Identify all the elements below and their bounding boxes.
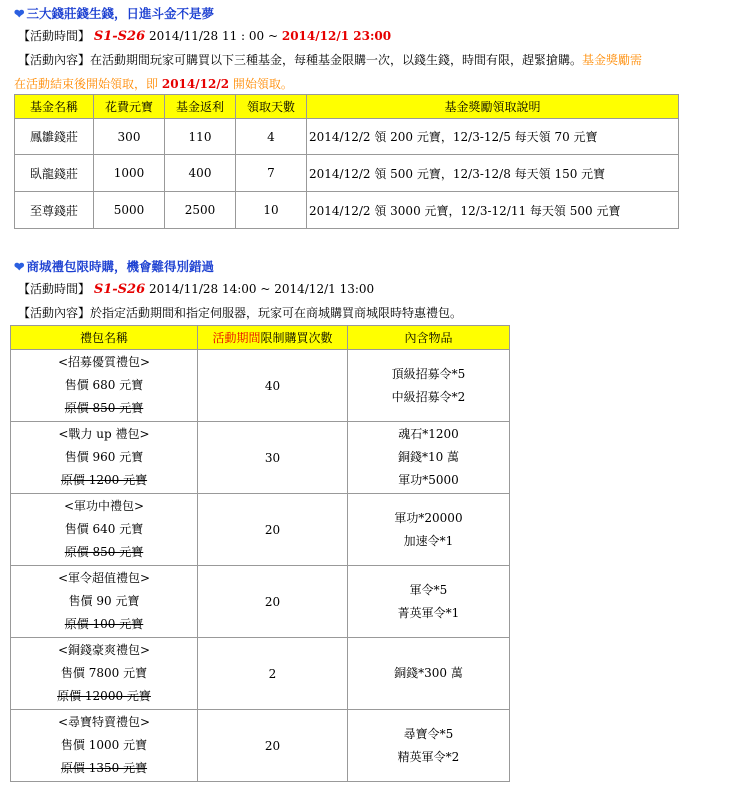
gift-item: 菁英軍令*1: [397, 605, 460, 620]
content-orange-2: 在活動結束後開始領取，即: [14, 77, 159, 91]
header-days: 領取天數: [236, 95, 307, 119]
time-label: 【活動時間】: [18, 29, 91, 43]
header-rebate: 基金返利: [165, 95, 236, 119]
header-limit-rest: 限制購買次數: [260, 331, 333, 345]
gift-item: 軍功*20000: [394, 510, 463, 525]
gift-items-cell: [348, 422, 510, 494]
fund-rebate: 2500: [165, 192, 236, 229]
table-row: [11, 710, 510, 782]
table-row: [15, 119, 679, 155]
table-row: [11, 638, 510, 710]
gift-limit: 20: [198, 566, 348, 638]
gift-item: 軍功*5000: [398, 473, 459, 487]
table-row: [15, 155, 679, 192]
gift-item: 軍令*5: [409, 582, 448, 597]
fund-desc: 2014/12/2 領 3000 元寶，12/3-12/11 每天領 500 元寶: [307, 192, 679, 229]
fund-rebate: 110: [165, 119, 236, 155]
section1-content-line2: [14, 75, 293, 92]
header-fund-name: 基金名稱: [15, 95, 94, 119]
gift-limit: 20: [198, 494, 348, 566]
heart-icon: ❤: [14, 259, 25, 274]
fund-table: [14, 94, 679, 229]
gift-name: <戰力 up 禮包>: [58, 427, 150, 441]
gift-item: 精英軍令*2: [397, 749, 460, 764]
fund-name: 至尊錢莊: [15, 192, 94, 229]
gift-items-cell: [348, 350, 510, 422]
heart-icon: ❤: [14, 6, 25, 21]
fund-cost: 300: [94, 119, 165, 155]
gift-name: <尋寶特賣禮包>: [57, 715, 151, 729]
time-label: 【活動時間】: [18, 282, 91, 296]
content-label: 【活動內容】: [18, 53, 91, 67]
fund-days: 10: [236, 192, 307, 229]
gift-table: [10, 325, 510, 782]
gift-price: 售價 960 元寶: [64, 450, 144, 464]
gift-orig-price: 原價 1200 元寶: [60, 473, 148, 487]
gift-item: 加速令*1: [403, 533, 454, 548]
gift-name-cell: [11, 494, 198, 566]
content-text: 在活動期間玩家可購買以下三種基金，每種基金限購一次，以錢生錢，時間有限，趕緊搶購。: [90, 53, 583, 67]
section1-heading-text: 三大錢莊錢生錢，日進斗金不是夢: [26, 6, 214, 21]
servers: S1-S26: [93, 282, 146, 297]
section2-heading: [14, 257, 214, 275]
gift-limit: 20: [198, 710, 348, 782]
servers: S1-S26: [93, 29, 146, 44]
gift-price: 售價 640 元寶: [64, 522, 144, 536]
content-orange-1: 基金獎勵需: [582, 53, 643, 67]
gift-orig-price: 原價 850 元寶: [64, 401, 144, 415]
time-start: 2014/11/28 11 : 00 ~: [148, 29, 282, 43]
time-text: 2014/11/28 14:00 ~ 2014/12/1 13:00: [148, 282, 375, 296]
gift-name: <軍令超值禮包>: [57, 571, 151, 585]
gift-items-cell: [348, 566, 510, 638]
gift-price: 售價 1000 元寶: [60, 738, 148, 752]
fund-cost: 5000: [94, 192, 165, 229]
gift-name-cell: [11, 350, 198, 422]
gift-item: 銅錢*300 萬: [394, 666, 463, 680]
gift-name: <招募優質禮包>: [57, 355, 151, 369]
fund-name: 臥龍錢莊: [15, 155, 94, 192]
gift-price: 售價 680 元寶: [64, 378, 144, 392]
header-cost: 花費元寶: [94, 95, 165, 119]
content-text: 於指定活動期間和指定伺服器，玩家可在商城購買商城限時特惠禮包。: [90, 306, 463, 320]
content-label: 【活動內容】: [18, 306, 91, 320]
fund-desc: 2014/12/2 領 500 元寶，12/3-12/8 每天領 150 元寶: [307, 155, 679, 192]
table-row: [15, 192, 679, 229]
gift-name-cell: [11, 638, 198, 710]
header-gift-name: 禮包名稱: [11, 326, 198, 350]
gift-price: 售價 90 元寶: [68, 594, 140, 608]
gift-item: 尋寶令*5: [403, 726, 454, 741]
gift-limit: 30: [198, 422, 348, 494]
section1-heading: [14, 4, 214, 22]
fund-cost: 1000: [94, 155, 165, 192]
fund-rebate: 400: [165, 155, 236, 192]
section1-time-line: [18, 27, 391, 44]
table-row: [11, 350, 510, 422]
time-end: 2014/12/1 23:00: [281, 29, 392, 43]
fund-days: 4: [236, 119, 307, 155]
content-red-date: 2014/12/2: [161, 77, 230, 91]
section1-content-line1: [18, 51, 642, 68]
gift-items-cell: [348, 710, 510, 782]
header-desc: 基金獎勵領取說明: [307, 95, 679, 119]
fund-table-header: [15, 95, 679, 119]
gift-name-cell: [11, 710, 198, 782]
gift-name-cell: [11, 422, 198, 494]
gift-limit: 40: [198, 350, 348, 422]
gift-orig-price: 原價 12000 元寶: [57, 689, 151, 703]
gift-items-cell: [348, 638, 510, 710]
gift-table-header: [11, 326, 510, 350]
gift-orig-price: 原價 100 元寶: [64, 617, 144, 631]
gift-item: 銅錢*10 萬: [397, 450, 460, 464]
gift-item: 中級招募令*2: [391, 389, 466, 404]
table-row: [11, 494, 510, 566]
gift-item: 魂石*1200: [398, 427, 459, 441]
table-row: [11, 566, 510, 638]
gift-orig-price: 原價 1350 元寶: [60, 761, 148, 775]
section2-content-line: [18, 304, 462, 321]
section2-heading-text: 商城禮包限時購，機會難得別錯過: [26, 259, 214, 274]
gift-name-cell: [11, 566, 198, 638]
gift-item: 頂級招募令*5: [391, 366, 466, 381]
gift-limit: 2: [198, 638, 348, 710]
gift-price: 售價 7800 元寶: [60, 666, 148, 680]
table-row: [11, 422, 510, 494]
gift-name: <軍功中禮包>: [63, 499, 145, 513]
section2-time-line: [18, 280, 374, 297]
content-orange-3: 開始領取。: [232, 77, 293, 91]
header-limit-red: 活動期間: [212, 331, 261, 345]
gift-orig-price: 原價 850 元寶: [64, 545, 144, 559]
fund-days: 7: [236, 155, 307, 192]
header-items: 內含物品: [348, 326, 510, 350]
gift-name: <銅錢豪爽禮包>: [57, 643, 151, 657]
fund-name: 鳳雛錢莊: [15, 119, 94, 155]
fund-desc: 2014/12/2 領 200 元寶，12/3-12/5 每天領 70 元寶: [307, 119, 679, 155]
header-limit: [198, 326, 348, 350]
gift-items-cell: [348, 494, 510, 566]
